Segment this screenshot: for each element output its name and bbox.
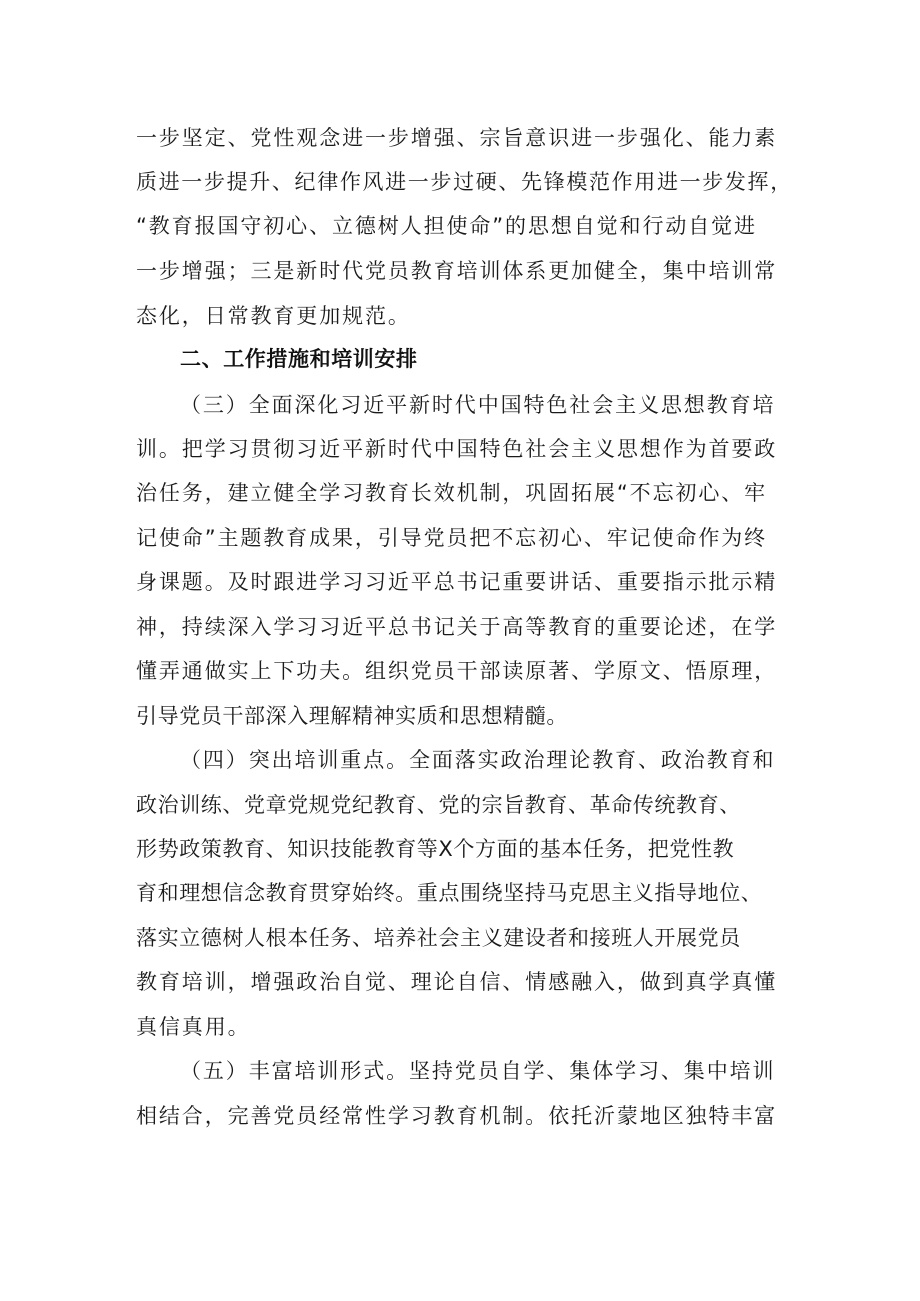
paragraph-line: 育和理想信念教育贯穿始终。重点围绕坚持马克思主义指导地位、 <box>136 881 763 905</box>
paragraph-line: 落实立德树人根本任务、培养社会主义建设者和接班人开展党员 <box>136 926 741 950</box>
paragraph-line: 态化，日常教育更加规范。 <box>136 304 411 328</box>
paragraph-line: 训。把学习贯彻习近平新时代中国特色社会主义思想作为首要政 <box>136 437 778 461</box>
paragraph-line: 质进一步提升、纪律作风进一步过硬、先锋模范作用进一步发挥， <box>136 170 793 194</box>
section-heading: 二、工作措施和培训安排 <box>180 347 418 371</box>
paragraph-line: 身课题。及时跟进学习习近平总书记重要讲话、重要指示批示精 <box>136 570 778 594</box>
paragraph-line: 相结合，完善党员经常性学习教育机制。依托沂蒙地区独特丰富 <box>136 1104 778 1128</box>
paragraph-line: （四）突出培训重点。全面落实政治理论教育、政治教育和 <box>180 748 776 772</box>
paragraph-line: 神，持续深入学习习近平总书记关于高等教育的重要论述，在学 <box>136 615 778 639</box>
paragraph-line: （三）全面深化习近平新时代中国特色社会主义思想教育培 <box>180 393 776 417</box>
paragraph-line: 记使命”主题教育成果，引导党员把不忘初心、牢记使命作为终 <box>136 526 768 550</box>
paragraph-line: 真信真用。 <box>136 1015 251 1039</box>
paragraph-line: 政治训练、党章党规党纪教育、党的宗旨教育、革命传统教育、 <box>136 793 741 817</box>
paragraph-line: 形势政策教育、知识技能教育等X个方面的基本任务，把党性教 <box>136 837 735 861</box>
paragraph-line: “教育报国守初心、立德树人担使命”的思想自觉和行动自觉进 <box>136 214 757 238</box>
paragraph-line: 懂弄通做实上下功夫。组织党员干部读原著、学原文、悟原理， <box>136 659 778 683</box>
paragraph-line: 教育培训，增强政治自觉、理论自信、情感融入，做到真学真懂 <box>136 970 778 994</box>
paragraph-line: 引导党员干部深入理解精神实质和思想精髓。 <box>136 704 568 728</box>
paragraph-line: 一步增强；三是新时代党员教育培训体系更加健全，集中培训常 <box>136 259 778 283</box>
paragraph-line: 一步坚定、党性观念进一步增强、宗旨意识进一步强化、能力素 <box>136 126 778 150</box>
paragraph-line: （五）丰富培训形式。坚持党员自学、集体学习、集中培训 <box>180 1059 776 1083</box>
paragraph-line: 治任务，建立健全学习教育长效机制，巩固拓展“不忘初心、牢 <box>136 481 768 505</box>
